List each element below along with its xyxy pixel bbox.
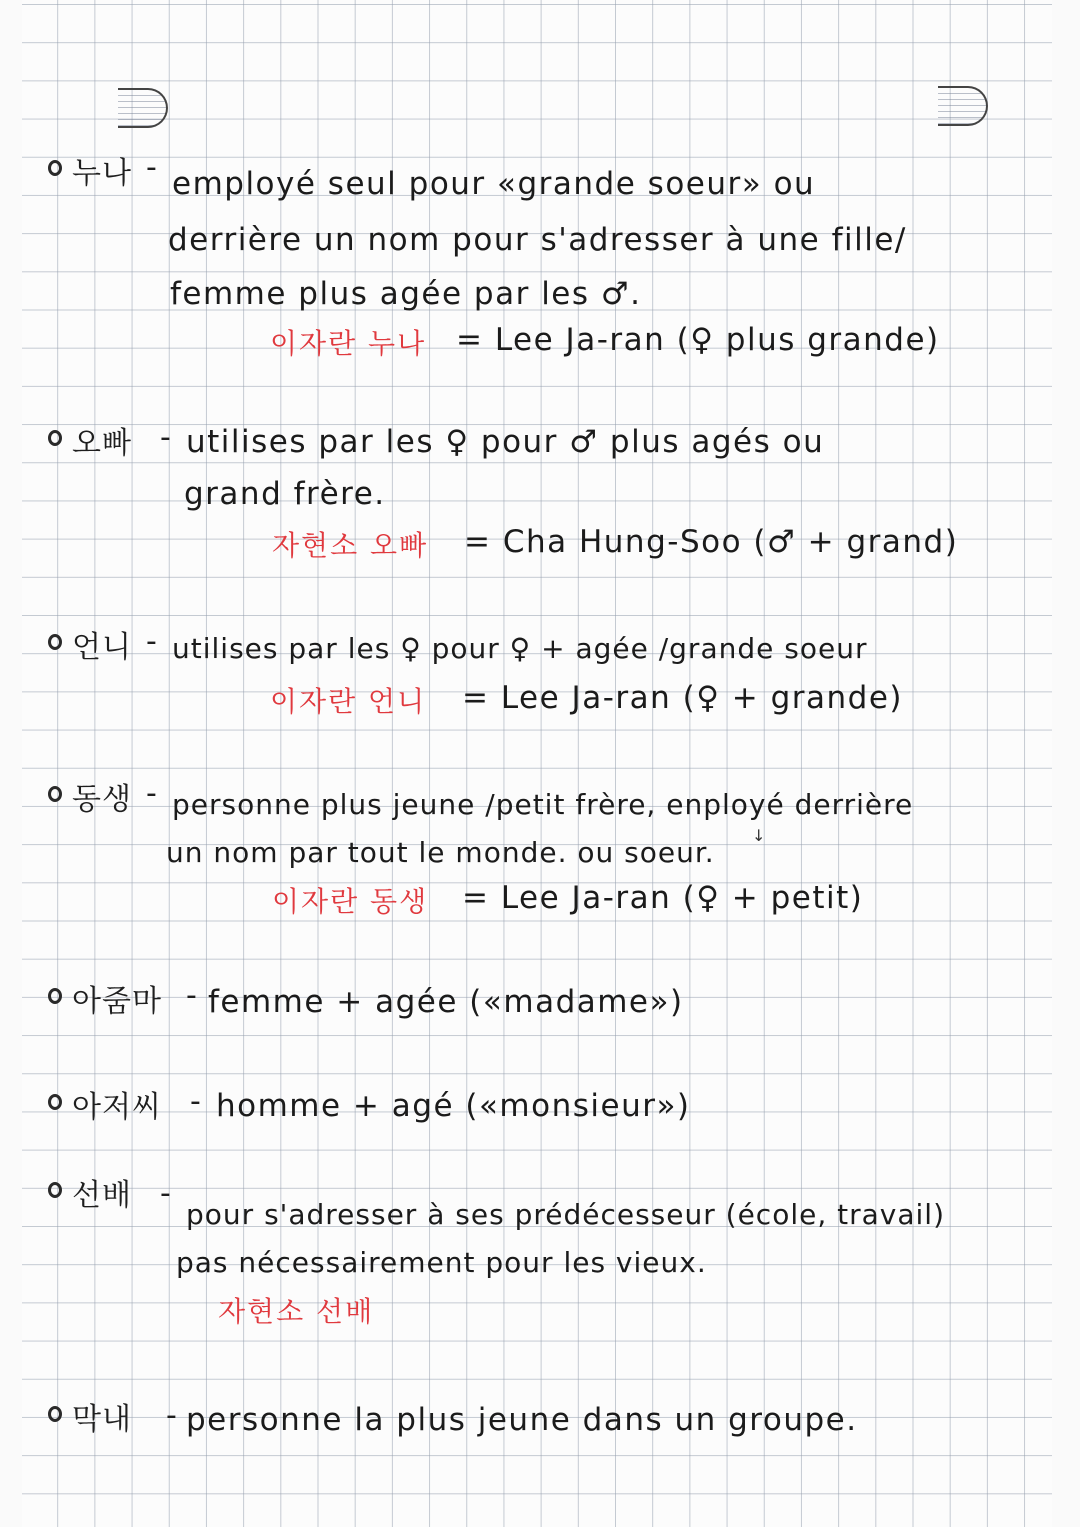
example-romanized: = Lee Ja-ran (♀ plus grande) [456, 322, 940, 358]
bullet-icon [48, 430, 62, 446]
entry-line: derrière un nom pour s'adresser à une fille/ [168, 222, 907, 258]
bullet-icon [48, 1406, 62, 1422]
dash-separator: - [190, 1084, 201, 1119]
dash-separator: - [146, 150, 157, 185]
example-korean: 이자란 동생 [272, 885, 429, 918]
dash-separator: - [146, 624, 157, 659]
entry-line: employé seul pour «grande soeur» ou [172, 166, 816, 202]
entry-line: utilises par les ♀ pour ♀ + agée /grande soeur [172, 632, 868, 665]
bullet-icon [48, 634, 62, 650]
page-right-margin [1052, 0, 1080, 1527]
entry-line: personne la plus jeune dans un groupe. [186, 1402, 858, 1438]
dash-separator: - [160, 1176, 171, 1211]
bullet-icon [48, 1182, 62, 1198]
dash-separator: - [146, 776, 157, 811]
example-korean: 자현소 선배 [218, 1295, 375, 1328]
entry-line: utilises par les ♀ pour ♂ plus agés ou [186, 424, 825, 460]
example-romanized: = Cha Hung-Soo (♂ + grand) [464, 524, 959, 560]
example-korean: 이자란 누나 [270, 327, 427, 360]
bullet-icon [48, 1094, 62, 1110]
bullet-icon [48, 160, 62, 176]
insertion-arrow-icon: ↓ [752, 826, 766, 845]
entry-line: personne plus jeune /petit frère, enployé derrière [172, 788, 914, 821]
dash-separator: - [160, 420, 171, 455]
entry-term: 아저씨 [72, 1090, 162, 1125]
binder-hole-right [938, 86, 988, 126]
dash-separator: - [186, 978, 197, 1013]
entry-line: grand frère. [184, 476, 386, 512]
entry-line: femme + agée («madame») [208, 984, 684, 1020]
entry-term: 아줌마 [72, 984, 162, 1019]
entry-line: femme plus agée par les ♂. [170, 276, 642, 312]
entry-line: homme + agé («monsieur») [216, 1088, 691, 1124]
bullet-icon [48, 988, 62, 1004]
dash-separator: - [166, 1398, 177, 1433]
entry-term: 누나 [72, 156, 132, 191]
binder-hole-left [118, 88, 168, 128]
entry-term: 선배 [72, 1178, 132, 1213]
bullet-icon [48, 786, 62, 802]
example-korean: 자현소 오빠 [272, 529, 429, 562]
entry-line: pour s'adresser à ses prédécesseur (école, travail) [186, 1198, 945, 1231]
entry-term: 막내 [72, 1402, 132, 1437]
entry-line: un nom par tout le monde. ou soeur. [166, 836, 715, 869]
example-korean: 이자란 언니 [270, 685, 427, 718]
page-left-margin [0, 0, 22, 1527]
entry-term: 오빠 [72, 426, 132, 461]
example-romanized: = Lee Ja-ran (♀ + grande) [462, 680, 904, 716]
entry-line: pas nécessairement pour les vieux. [176, 1246, 707, 1279]
entry-term: 언니 [72, 630, 132, 665]
example-romanized: = Lee Ja-ran (♀ + petit) [462, 880, 864, 916]
entry-term: 동생 [72, 782, 132, 817]
